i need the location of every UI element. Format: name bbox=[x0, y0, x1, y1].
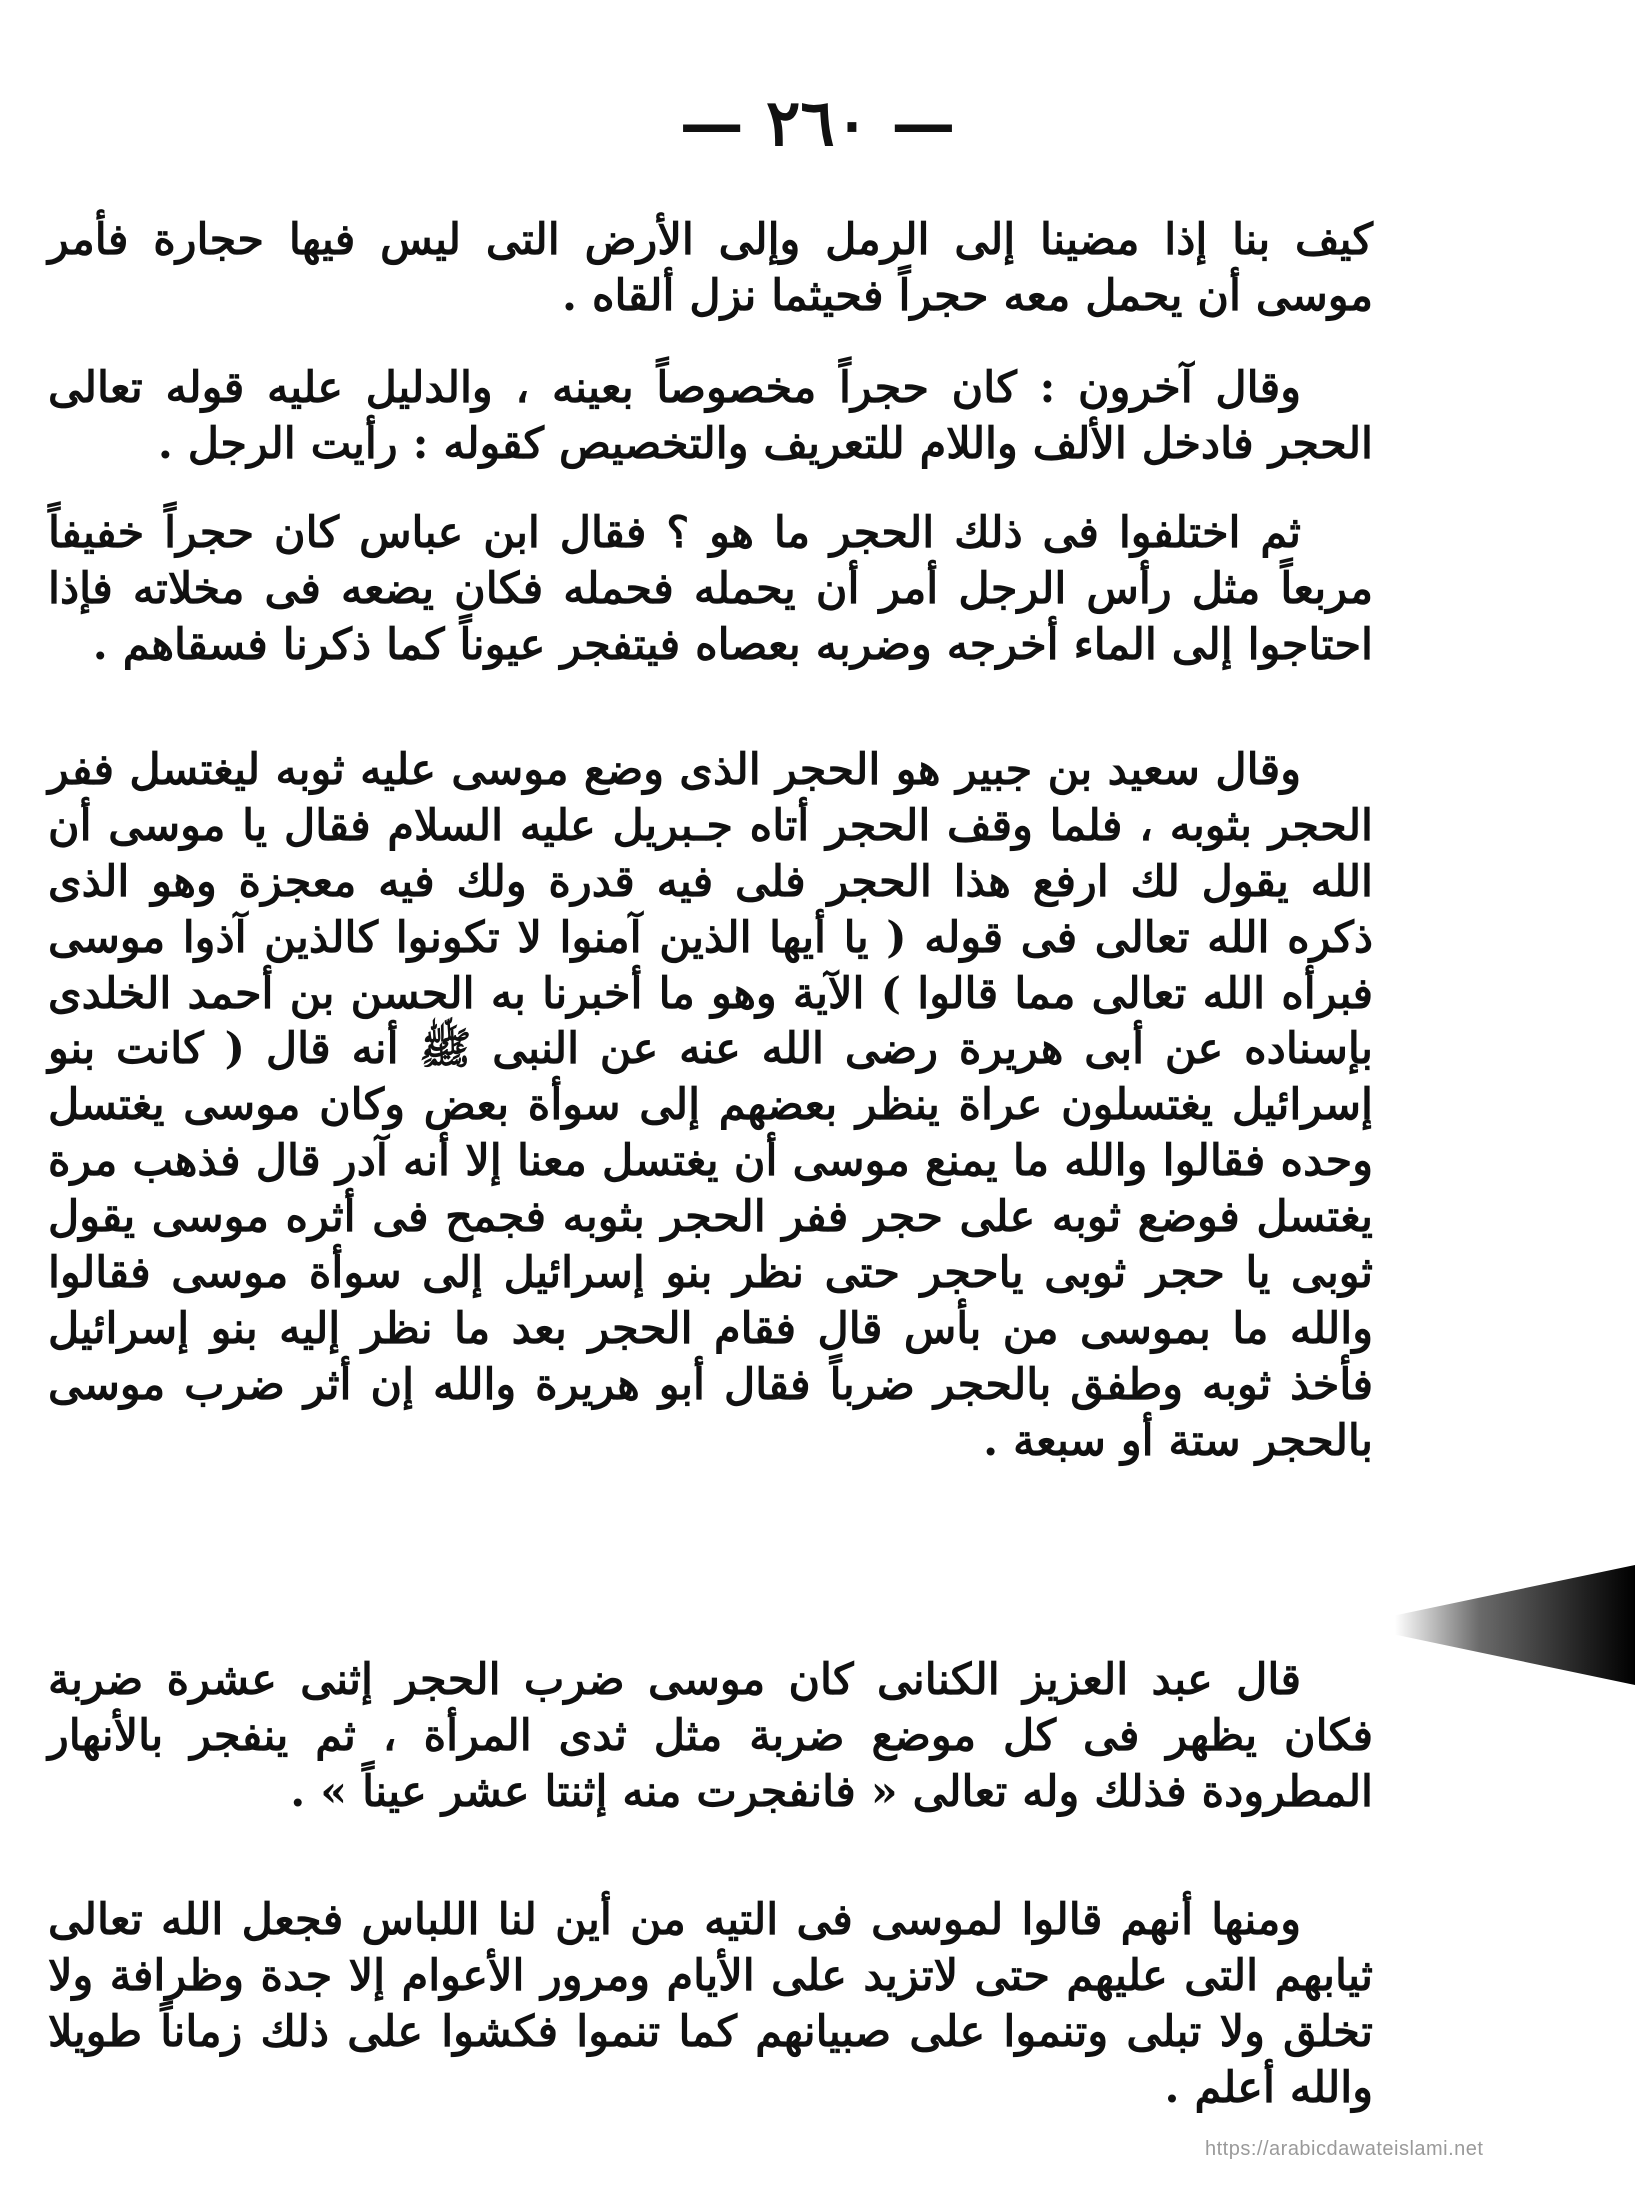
watermark-url: https://arabicdawateislami.net bbox=[1205, 2138, 1484, 2160]
paragraph: قال عبد العزيز الكنانى كان موسى ضرب الحجر إثنى عشرة ضربة فكان يظهر فى كل موضع ضربة مثل ثدى المرأة ، ثم ينفجر بالأنهار المطرودة فذلك وله تعالى « فانفجرت منه إثنتا عشر عيناً » . bbox=[48, 1655, 1373, 1817]
page-number: — ٢٦٠ — bbox=[679, 86, 956, 161]
paragraph: وقال سعيد بن جبير هو الحجر الذى وضع موسى عليه ثوبه ليغتسل ففر الحجر بثوبه ، فلما وقف الحجر أتاه جـبريل عليه السلام فقال يا موسى أن الله يقول لك ارفع هذا الحجر فلى فيه قدرة ولك فيه معجزة وهو الذى ذكره الله تعالى فى قوله ( يا أيها الذين آمنوا لا تكونوا كالذين آذوا موسى فبرأه الله تعالى مما قالوا ) الآية وهو ما أخبرنا به الحسن بن أحمد الخلدى بإسناده عن أبى هريرة رضى الله عنه عن النبى ﷺ أنه قال ( كانت بنو إسرائيل يغتسلون عراة ينظر بعضهم إلى سوأة بعض وكان موسى يغتسل وحده فقالوا والله ما يمنع موسى أن يغتسل معنا إلا أنه آدر قال فذهب مرة يغتسل فوضع ثوبه على حجر ففر الحجر بثوبه فجمح فى أثره موسى يقول ثوبى يا حجر ثوبى ياحجر حتى نظر بنو إسرائيل إلى سوأة موسى فقالوا والله ما بموسى من بأس قال فقام الحجر بعد ما نظر إليه بنو إسرائيل فأخذ ثوبه وطفق بالحجر ضرباً فقال أبو هريرة والله إن أثر ضرب موسى بالحجر ستة أو سبعة . bbox=[48, 745, 1373, 1466]
paragraph: ومنها أنهم قالوا لموسى فى التيه من أين لنا اللباس فجعل الله تعالى ثيابهم التى عليهم حتى لاتزيد على الأيام ومرور الأعوام إلا جدة وظرافة ولا تخلق ولا تبلى وتنموا على صبيانهم كما تنموا فكشوا على ذلك زماناً طويلا والله أعلم . bbox=[48, 1895, 1373, 2113]
scan-artifact bbox=[1395, 1565, 1635, 1685]
paragraph: ثم اختلفوا فى ذلك الحجر ما هو ؟ فقال ابن عباس كان حجراً خفيفاً مربعاً مثل رأس الرجل أمر أن يحمله فحمله فكان يضعه فى مخلاته فإذا احتاجوا إلى الماء أخرجه وضربه بعصاه فيتفجر عيوناً كما ذكرنا فسقاهم . bbox=[48, 508, 1373, 670]
paragraph: وقال آخرون : كان حجراً مخصوصاً بعينه ، والدليل عليه قوله تعالى الحجر فادخل الألف واللام للتعريف والتخصيص كقوله : رأيت الرجل . bbox=[48, 363, 1373, 469]
paragraph: كيف بنا إذا مضينا إلى الرمل وإلى الأرض التى ليس فيها حجارة فأمر موسى أن يحمل معه حجراً فحيثما نزل ألقاه . bbox=[48, 215, 1373, 321]
